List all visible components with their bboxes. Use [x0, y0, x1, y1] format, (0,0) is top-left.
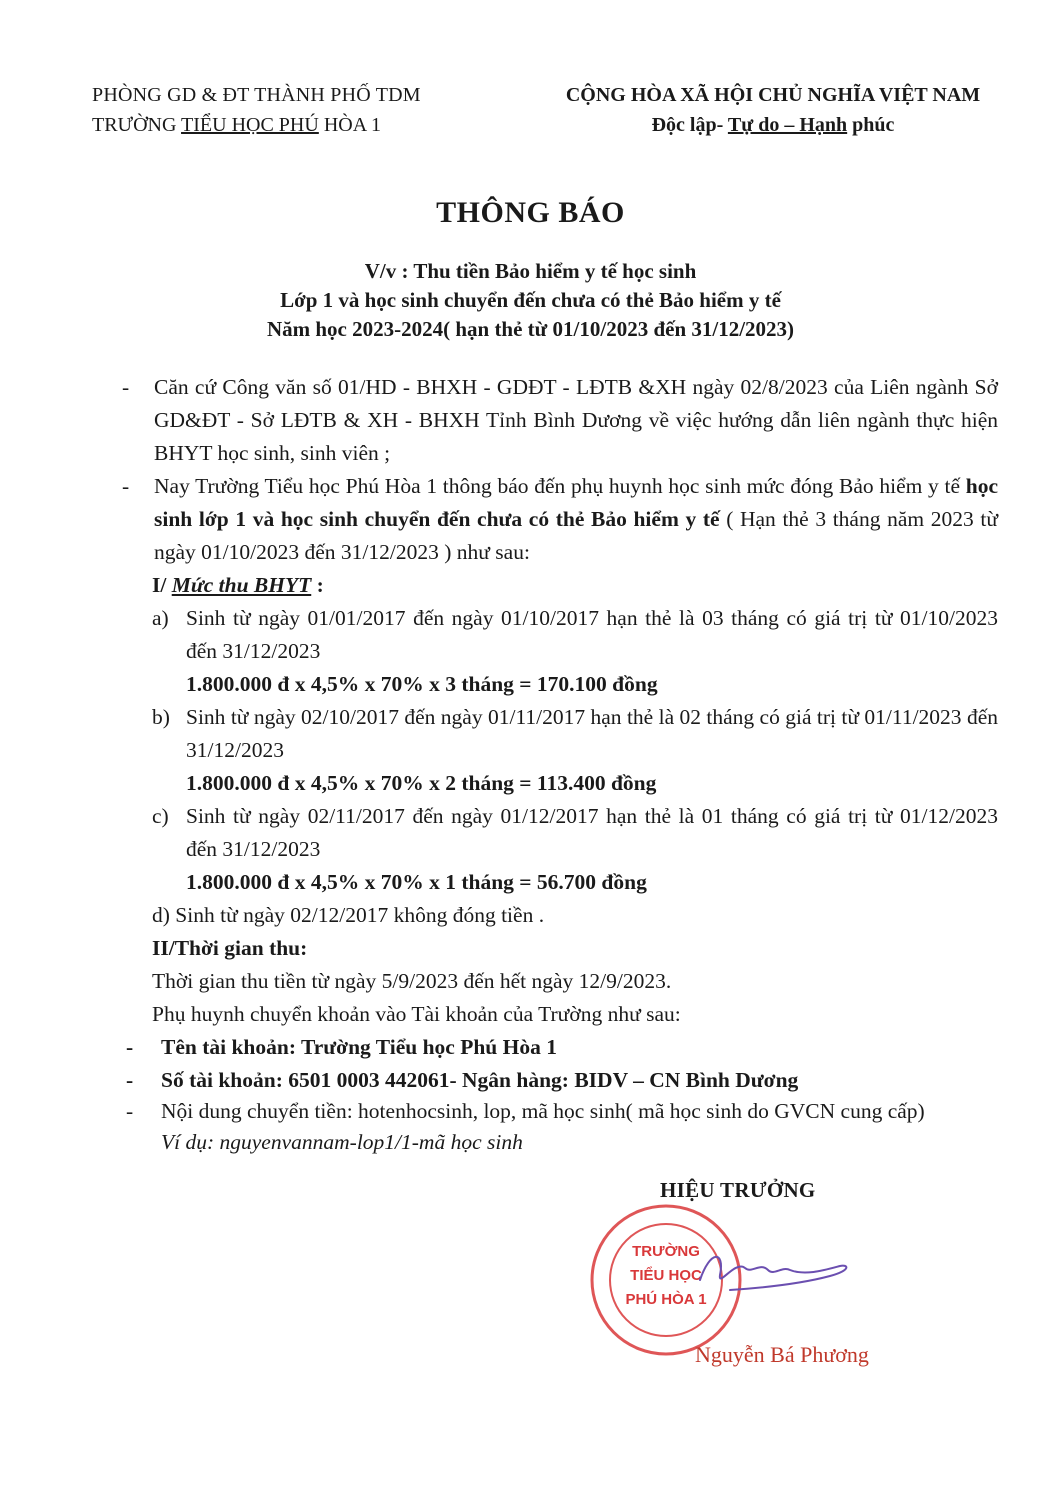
section-2-heading: II/Thời gian thu: — [152, 936, 308, 960]
notice-text-pre: Nay Trường Tiểu học Phú Hòa 1 thông báo đến phụ huynh học sinh mức đóng Bảo hiểm y tế — [154, 474, 966, 498]
account-name-text: Tên tài khoản: Trường Tiểu học Phú Hòa 1 — [161, 1035, 557, 1059]
section-1-heading — [118, 569, 998, 602]
section-1-prefix: I/ — [152, 573, 172, 597]
notice-text-bold: học sinh lớp 1 và học sinh chuyển đến chưa có thẻ Bảo hiểm y tế — [154, 474, 998, 531]
bullet-dash: - — [126, 1068, 134, 1092]
section-1-title: Mức thu BHYT — [171, 573, 312, 597]
subject-line-2: Lớp 1 và học sinh chuyển đến chưa có thẻ Bảo hiểm y tế — [280, 288, 781, 312]
document-body — [118, 371, 998, 1159]
transfer-intro: Phụ huynh chuyển khoản vào Tài khoản của Trường như sau: — [152, 1002, 681, 1026]
fee-formula-b: 1.800.000 đ x 4,5% x 70% x 2 tháng = 113.400 đồng — [186, 771, 657, 795]
bullet-dash: - — [126, 1099, 134, 1123]
motto — [548, 110, 998, 140]
fee-item-label: b) — [152, 705, 170, 729]
collection-period: Thời gian thu tiền từ ngày 5/9/2023 đến hết ngày 12/9/2023. — [152, 969, 672, 993]
fee-item-c — [118, 800, 998, 866]
signer-title: HIỆU TRƯỞNG — [660, 1178, 816, 1202]
motto-post: phúc — [847, 114, 895, 136]
national-header — [548, 80, 998, 140]
fee-item-label: c) — [152, 804, 169, 828]
issuer-header — [92, 80, 421, 140]
fee-item-b — [118, 701, 998, 767]
school-name-post: HÒA 1 — [318, 114, 382, 136]
fee-item-label: a) — [152, 606, 169, 630]
document-subject — [0, 257, 1061, 344]
subject-line-1: V/v : Thu tiền Bảo hiểm y tế học sinh — [364, 259, 697, 283]
account-number-text: Số tài khoản: 6501 0003 442061- Ngân hàng: BIDV – CN Bình Dương — [161, 1068, 799, 1092]
transfer-content — [118, 1097, 998, 1126]
fee-item-text: Sinh từ ngày 01/01/2017 đến ngày 01/10/2017 hạn thẻ là 03 tháng có giá trị từ 01/10/2023 đến 31/12/2023 — [186, 606, 998, 663]
transfer-content-text: Nội dung chuyển tiền: hotenhocsinh, lop, mã học sinh( mã học sinh do GVCN cung cấp) — [161, 1099, 925, 1123]
basis-paragraph — [118, 371, 998, 470]
stamp-text-3: PHÚ HÒA 1 — [625, 1291, 707, 1308]
signer-name: Nguyễn Bá Phương — [695, 1342, 869, 1367]
section-1-suffix: : — [311, 573, 324, 597]
motto-pre: Độc lập- — [651, 114, 728, 136]
fee-formula-a: 1.800.000 đ x 4,5% x 70% x 3 tháng = 170.100 đồng — [186, 672, 658, 696]
department-name: PHÒNG GD & ĐT THÀNH PHỐ TDM — [92, 84, 421, 106]
notice-text-post: ( Hạn thẻ 3 tháng năm 2023 từ ngày 01/10/2023 đến 31/12/2023 ) như sau: — [154, 507, 998, 564]
motto-underlined: Tự do – Hạnh — [727, 114, 848, 136]
fee-item-d: d) Sinh từ ngày 02/12/2017 không đóng tiền . — [152, 903, 545, 927]
notice-paragraph — [118, 470, 998, 569]
school-name-pre: TRƯỜNG — [92, 114, 182, 136]
fee-item-text: Sinh từ ngày 02/10/2017 đến ngày 01/11/2017 hạn thẻ là 02 tháng có giá trị từ 01/11/2023 đến 31/12/2023 — [186, 705, 998, 762]
document-title: THÔNG BÁO — [436, 196, 625, 229]
stamp-text-1: TRƯỜNG — [632, 1243, 700, 1260]
bullet-dash: - — [122, 474, 130, 498]
country-name: CỘNG HÒA XÃ HỘI CHỦ NGHĨA VIỆT NAM — [565, 84, 981, 106]
stamp-text-2: TIỂU HỌC — [630, 1267, 702, 1284]
account-details — [118, 1031, 998, 1159]
fee-item-a — [118, 602, 998, 668]
fee-formula-c: 1.800.000 đ x 4,5% x 70% x 1 tháng = 56.700 đồng — [186, 870, 647, 894]
bullet-dash: - — [122, 375, 130, 399]
signature-icon — [690, 1240, 860, 1300]
bullet-dash: - — [126, 1035, 134, 1059]
basis-text: Căn cứ Công văn số 01/HD - BHXH - GDĐT - LĐTB &XH ngày 02/8/2023 của Liên ngành Sở GD&ĐT - Sở LĐTB & XH - BHXH Tỉnh Bình Dương về việc hướng dẫn liên ngành thực hiện BHYT học sinh, sinh viên ; — [154, 375, 998, 465]
subject-line-3: Năm học 2023-2024( hạn thẻ từ 01/10/2023 đến 31/12/2023) — [266, 317, 795, 341]
fee-item-text: Sinh từ ngày 02/11/2017 đến ngày 01/12/2017 hạn thẻ là 01 tháng có giá trị từ 01/12/2023 đến 31/12/2023 — [186, 804, 998, 861]
transfer-example: Ví dụ: nguyenvannam-lop1/1-mã học sinh — [161, 1130, 523, 1154]
account-name — [118, 1031, 998, 1064]
account-number — [118, 1064, 998, 1097]
school-name — [92, 110, 421, 140]
school-name-underlined: TIỂU HỌC PHÚ — [181, 114, 319, 136]
